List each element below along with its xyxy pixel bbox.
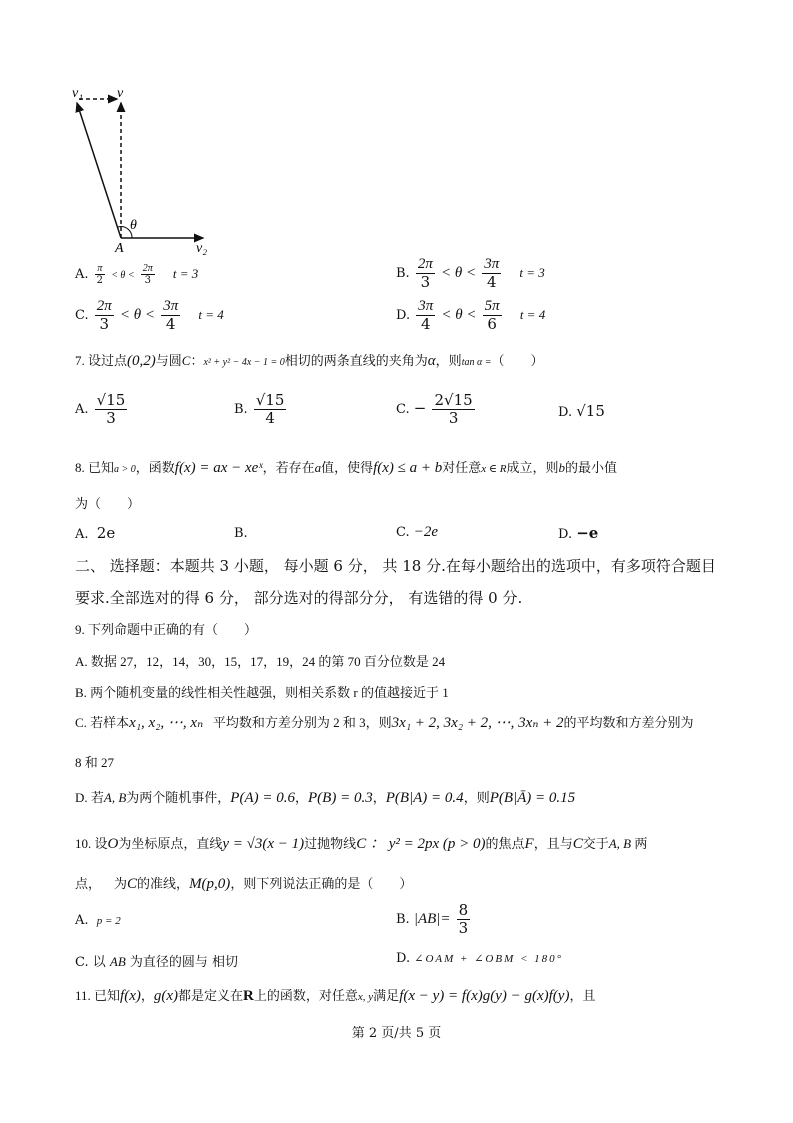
minus-sign: − bbox=[413, 399, 427, 417]
label-v2: v₂ bbox=[196, 241, 208, 256]
q10-c-AB: AB bbox=[109, 954, 126, 969]
q8-prefix: 8. 已知 bbox=[75, 460, 115, 475]
q10-line2-mid: 为 bbox=[114, 876, 128, 891]
q7-choice-c bbox=[396, 392, 477, 427]
q11-fx: f(x) bbox=[120, 988, 141, 1004]
q7-choice-b bbox=[234, 392, 288, 427]
v1-vector bbox=[77, 103, 121, 238]
q10-prefix: 10. 设 bbox=[75, 836, 108, 851]
choice-label: B. bbox=[234, 402, 248, 417]
q7-prefix: 7. 设过点 bbox=[75, 353, 128, 368]
q7-circle-name: C bbox=[181, 353, 191, 368]
q9-c-mid: 平均数和方差分别为 2 和 3，则 bbox=[212, 715, 392, 730]
q9-d-PBA: P(B|A) = 0.4 bbox=[385, 790, 464, 806]
q10-AB: A, B bbox=[608, 836, 632, 851]
choice-label: B. bbox=[234, 526, 248, 541]
q10-parabola: C ： y² = 2px (p > 0) bbox=[356, 836, 486, 852]
choice-value: 2e bbox=[96, 524, 116, 542]
q10-line2-end: ，则下列说法正确的是（ ） bbox=[230, 876, 413, 891]
q9-c-prefix: C. 若样本 bbox=[75, 715, 130, 730]
q8-choice-a bbox=[75, 524, 115, 542]
q11-mid3: 满足 bbox=[373, 988, 400, 1003]
fraction: $\frac{3\pi}{4}$ bbox=[163, 298, 179, 333]
fraction: $\frac{8}{3}$ bbox=[458, 901, 469, 937]
choice-label: C. bbox=[396, 402, 410, 417]
q10-mid2: 过抛物线 bbox=[304, 836, 357, 851]
q10-c-text: C. 以 bbox=[75, 955, 106, 970]
q7-mid3: ，则 bbox=[435, 353, 462, 368]
q8-x-in-R: x ∈ R bbox=[481, 463, 507, 475]
q8-stem-line1 bbox=[75, 457, 617, 477]
q8-mid3: 值，使得 bbox=[321, 460, 374, 475]
choice-label: D. bbox=[558, 527, 573, 542]
q8-b-var: b bbox=[558, 460, 566, 475]
q10-end: 两 bbox=[634, 836, 648, 851]
q8-line2: 为（ ） bbox=[75, 496, 141, 511]
q9-choice-a: A. 数据 27，12，14，30，15，17，19，24 的第 70 百分位数是 24 bbox=[75, 654, 446, 669]
t-value: t = 4 bbox=[519, 307, 546, 322]
q9-c-end: 的平均数和方差分别为 bbox=[563, 715, 694, 730]
abs-AB: |AB|= bbox=[413, 911, 451, 927]
t-value: t = 4 bbox=[198, 307, 224, 322]
choice-value: √15 bbox=[576, 402, 605, 420]
q10-line2-mid2: 的准线， bbox=[137, 876, 190, 891]
label-v1: v₁ bbox=[72, 86, 84, 101]
choice-label: A. bbox=[75, 913, 89, 928]
q8-mid5: 成立，则 bbox=[506, 460, 559, 475]
q10-O: O bbox=[107, 836, 119, 852]
section-2-heading-line1: 二、 选择题：本题共 3 小题， 每小题 6 分， 共 18 分.在每小题给出的选项中，有多项符合题目 bbox=[75, 557, 716, 575]
q11-gx: g(x) bbox=[153, 988, 179, 1004]
q10-c-end: 为直径的圆与 相切 bbox=[129, 955, 239, 970]
q6-choice-a bbox=[75, 263, 198, 286]
q8-stem-line2 bbox=[75, 493, 140, 512]
q7-mid1: 与圆 bbox=[155, 353, 182, 368]
q6-choice-c bbox=[75, 298, 224, 333]
q11-mid2: 上的函数，对任意 bbox=[253, 988, 358, 1003]
label-theta: θ bbox=[130, 218, 137, 233]
choice-value: p = 2 bbox=[96, 915, 121, 927]
label-A: A bbox=[115, 241, 124, 256]
q8-choice-d bbox=[558, 524, 598, 542]
q8-choice-b bbox=[234, 526, 248, 541]
choice-label: C. bbox=[75, 308, 89, 323]
q6-choice-b bbox=[396, 256, 545, 291]
fraction: $\frac{√15}{4}$ bbox=[255, 391, 285, 427]
q11-R: R bbox=[243, 988, 254, 1004]
q8-a-var: a bbox=[314, 460, 322, 475]
q9-d-PA: P(A) = 0.6 bbox=[230, 790, 295, 806]
inequality: < θ < bbox=[111, 270, 135, 281]
q7-point: (0,2) bbox=[127, 353, 156, 369]
q11-xy: x, y bbox=[357, 991, 374, 1003]
q8-ineq: f(x) ≤ a + b bbox=[373, 460, 443, 476]
q11-prefix: 11. 已知 bbox=[75, 988, 121, 1003]
fraction: $\frac{2\pi}{3}$ bbox=[142, 263, 153, 286]
choice-label: A. bbox=[75, 527, 89, 542]
choice-label: D. bbox=[396, 951, 411, 966]
q8-choice-c bbox=[396, 524, 438, 541]
choice-label: B. bbox=[396, 266, 410, 281]
q8-end: 的最小值 bbox=[565, 460, 618, 475]
q7-colon: ： bbox=[190, 353, 204, 368]
q9-choice-b: B. 两个随机变量的线性相关性越强，则相关系数 r 的值越接近于 1 bbox=[75, 685, 449, 700]
q11-end: ，且 bbox=[569, 988, 596, 1003]
q10-choice-b bbox=[396, 902, 472, 937]
q10-M: M(p,0) bbox=[189, 876, 231, 892]
q8-mid4: 对任意 bbox=[442, 460, 482, 475]
q10-choice-c bbox=[75, 951, 238, 970]
q10-line2-prefix: 点， bbox=[75, 876, 102, 891]
q9-d-mid: 为两个随机事件， bbox=[126, 790, 231, 805]
choice-label: A. bbox=[75, 402, 89, 417]
q10-line-eq: y = √3(x − 1) bbox=[222, 836, 305, 852]
choice-label: A. bbox=[75, 267, 89, 282]
q8-mid: ，函数 bbox=[135, 460, 175, 475]
t-value: t = 3 bbox=[519, 265, 545, 280]
q10-stem-line1 bbox=[75, 832, 647, 853]
q11-comma: ， bbox=[140, 988, 154, 1003]
q9-c-expr: 3x₁ + 2, 3x₂ + 2, ⋯, 3xₙ + 2 bbox=[391, 715, 564, 731]
q10-choice-d bbox=[396, 951, 563, 966]
q8-function: f(x) = ax − xeˣ bbox=[174, 460, 263, 476]
q7-circle-eq: x² + y² − 4x − 1 = 0 bbox=[203, 357, 285, 368]
q7-paren: （ ） bbox=[491, 353, 544, 368]
q9-stem: 9. 下列命题中正确的有（ ） bbox=[75, 622, 258, 637]
q10-line2-C: C bbox=[127, 876, 138, 892]
q6-choice-d bbox=[396, 298, 545, 333]
q10-C: C bbox=[572, 836, 583, 852]
fraction: $\frac{3\pi}{4}$ bbox=[484, 256, 500, 291]
t-value: t = 3 bbox=[172, 266, 199, 281]
q7-tan: tan α = bbox=[461, 357, 492, 368]
q10-mid1: 为坐标原点，直线 bbox=[118, 836, 223, 851]
q7-alpha: α bbox=[427, 353, 436, 369]
q9-choice-d bbox=[75, 787, 575, 807]
choice-label: C. bbox=[396, 525, 410, 540]
q11-stem bbox=[75, 985, 595, 1005]
choice-label: D. bbox=[396, 308, 411, 323]
q9-choice-c-line2: 8 和 27 bbox=[75, 755, 115, 770]
fraction: $\frac{√15}{3}$ bbox=[96, 391, 126, 427]
q8-mid2: ，若存在 bbox=[262, 460, 315, 475]
q9-d-comma: ， bbox=[372, 790, 386, 805]
q9-d-then: ，则 bbox=[463, 790, 490, 805]
q10-stem-line2 bbox=[75, 873, 412, 893]
fraction: $\frac{2\pi}{3}$ bbox=[96, 298, 112, 333]
velocity-diagram bbox=[60, 85, 230, 260]
q7-choice-d bbox=[558, 402, 605, 420]
inequality: < θ < bbox=[440, 265, 477, 281]
q9-c-sample: x₁, x₂, ⋯, xₙ bbox=[129, 715, 204, 731]
choice-label: B. bbox=[396, 912, 410, 927]
choice-value: −e bbox=[576, 524, 599, 542]
q10-mid4: ，且与 bbox=[533, 836, 573, 851]
q9-choice-c bbox=[75, 712, 694, 732]
q9-d-prefix: D. 若 bbox=[75, 790, 104, 805]
choice-value: ∠OAM + ∠OBM < 180° bbox=[414, 953, 564, 965]
q10-choice-a bbox=[75, 913, 121, 928]
choice-label: D. bbox=[558, 405, 573, 420]
inequality: < θ < bbox=[441, 307, 477, 323]
q7-mid2: 相切的两条直线的夹角为 bbox=[284, 353, 428, 368]
fraction: $\frac{2\pi}{3}$ bbox=[417, 256, 433, 291]
q7-choice-a bbox=[75, 392, 129, 427]
page-footer: 第 2 页/共 5 页 bbox=[351, 1026, 442, 1041]
q7-stem bbox=[75, 350, 543, 370]
q10-F: F bbox=[524, 836, 534, 852]
fraction: $\frac{2√15}{3}$ bbox=[434, 391, 473, 427]
q11-mid: 都是定义在 bbox=[178, 988, 244, 1003]
q9-d-PBAbar: P(B|Ā) = 0.15 bbox=[489, 790, 576, 806]
q8-a-gt: a > 0 bbox=[114, 464, 136, 475]
q10-mid3: 的焦点 bbox=[485, 836, 525, 851]
label-v: v bbox=[117, 86, 124, 101]
q9-d-PB: P(B) = 0.3 bbox=[308, 790, 373, 806]
q9-d-comma: ， bbox=[294, 790, 308, 805]
section-2-heading-line2: 要求.全部选对的得 6 分， 部分选对的得部分分， 有选错的得 0 分. bbox=[75, 589, 523, 607]
fraction: $\frac{\pi}{2}$ bbox=[96, 263, 104, 286]
q10-mid5: 交于 bbox=[582, 836, 609, 851]
q11-eq: f(x − y) = f(x)g(y) − g(x)f(y) bbox=[399, 988, 570, 1004]
fraction: $\frac{5\pi}{6}$ bbox=[484, 298, 500, 333]
inequality: < θ < bbox=[119, 307, 156, 323]
q9-d-AB: A, B bbox=[103, 790, 127, 805]
choice-value: −2e bbox=[413, 524, 439, 540]
fraction: $\frac{3\pi}{4}$ bbox=[418, 298, 434, 333]
